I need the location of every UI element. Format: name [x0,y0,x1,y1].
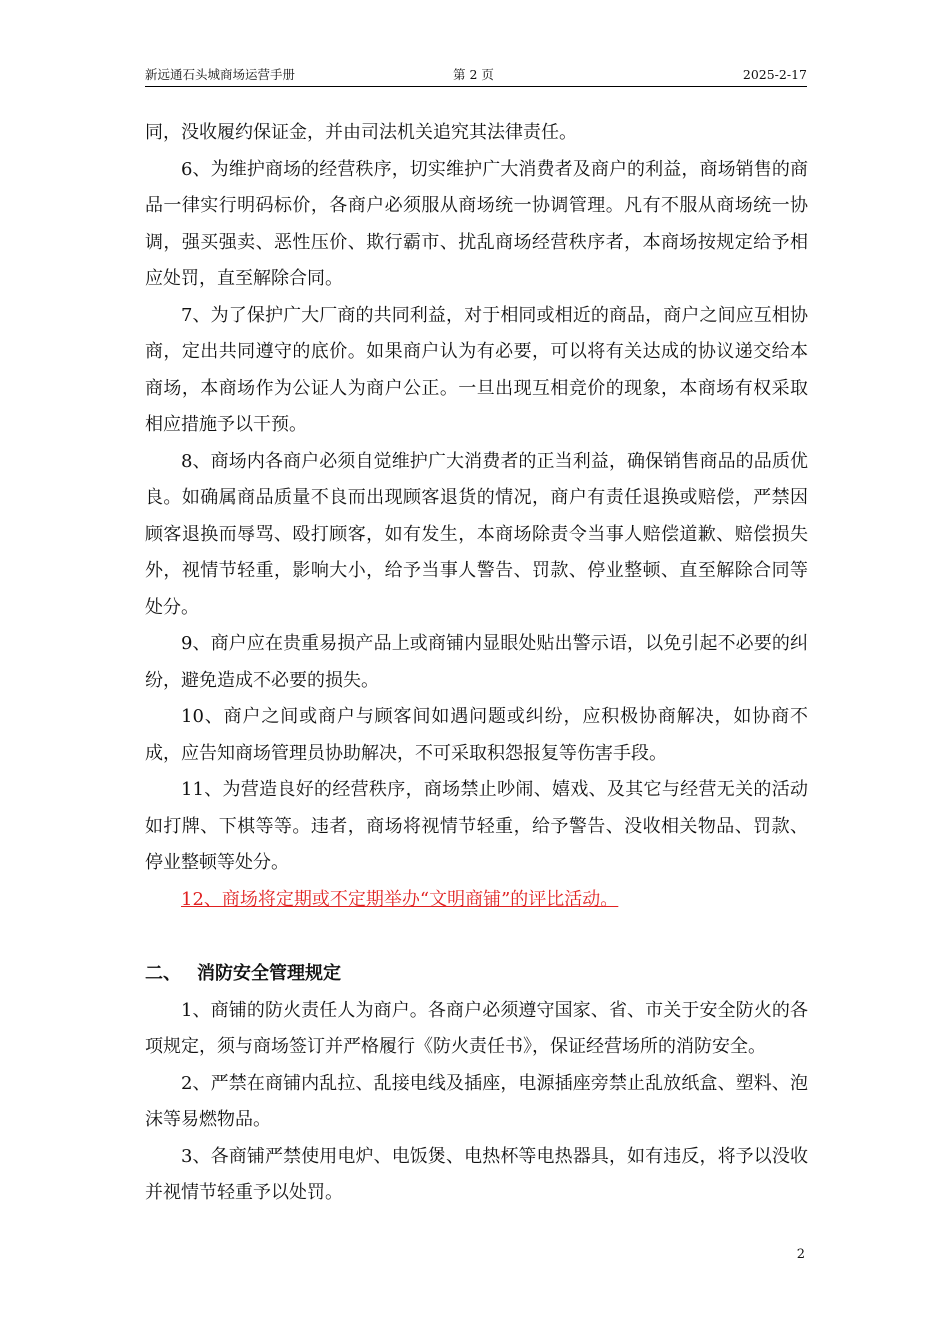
paragraph-item-10: 10、商户之间或商户与顾客间如遇问题或纠纷，应积极协商解决，如协商不成，应告知商场管理员协助解决，不可采取积怨报复等伤害手段。 [145,706,808,764]
page-header [145,66,807,87]
section-heading-fire-safety [145,956,808,993]
paragraph-continuation: 同，没收履约保证金，并由司法机关追究其法律责任。 [145,122,577,143]
header-page-label: 第 2 页 [453,67,494,82]
paragraph-item-12-highlighted: 12、商场将定期或不定期举办“文明商铺”的评比活动。 [181,888,619,910]
paragraph-item-8: 8、商场内各商户必须自觉维护广大消费者的正当利益，确保销售商品的品质优良。如确属商品质量不良而出现顾客退货的情况，商户有责任退换或赔偿，严禁因顾客退换而辱骂、殴打顾客，如有发生，本商场除责令当事人赔偿道歉、赔偿损失外，视情节轻重，影响大小，给予当事人警告、罚款、停业整顿、直至解除合同等处分。 [145,450,808,618]
page-number: 2 [796,1247,805,1262]
fire-safety-item-1: 1、商铺的防火责任人为商户。各商户必须遵守国家、省、市关于安全防火的各项规定，须与商场签订并严格履行《防火责任书》，保证经营场所的消防安全。 [145,999,808,1057]
document-body [145,115,808,1212]
section-spacer [145,918,808,956]
paragraph-item-6: 6、为维护商场的经营秩序，切实维护广大消费者及商户的利益，商场销售的商品一律实行明码标价，各商户必须服从商场统一协调管理。凡有不服从商场统一协调，强买强卖、恶性压价、欺行霸市、扰乱商场经营秩序者，本商场按规定给予相应处罚，直至解除合同。 [145,158,808,289]
header-date: 2025-2-17 [742,67,807,82]
paragraph-item-7: 7、为了保护广大厂商的共同利益，对于相同或相近的商品，商户之间应互相协商，定出共同遵守的底价。如果商户认为有必要，可以将有关达成的协议递交给本商场，本商场作为公证人为商户公正。一旦出现互相竞价的现象，本商场有权采取相应措施予以干预。 [145,304,808,435]
header-document-title: 新远通石头城商场运营手册 [145,67,296,82]
paragraph-item-11: 11、为营造良好的经营秩序，商场禁止吵闹、嬉戏、及其它与经营无关的活动如打牌、下棋等等。违者，商场将视情节轻重，给予警告、没收相关物品、罚款、停业整顿等处分。 [145,779,808,873]
paragraph-item-9: 9、商户应在贵重易损产品上或商铺内显眼处贴出警示语，以免引起不必要的纠纷，避免造成不必要的损失。 [145,633,808,691]
fire-safety-item-3: 3、各商铺严禁使用电炉、电饭煲、电热杯等电热器具，如有违反，将予以没收并视情节轻重予以处罚。 [145,1145,808,1203]
section-title: 消防安全管理规定 [197,963,341,984]
section-number: 二、 [145,963,181,984]
fire-safety-item-2: 2、严禁在商铺内乱拉、乱接电线及插座，电源插座旁禁止乱放纸盒、塑料、泡沫等易燃物品。 [145,1072,808,1130]
